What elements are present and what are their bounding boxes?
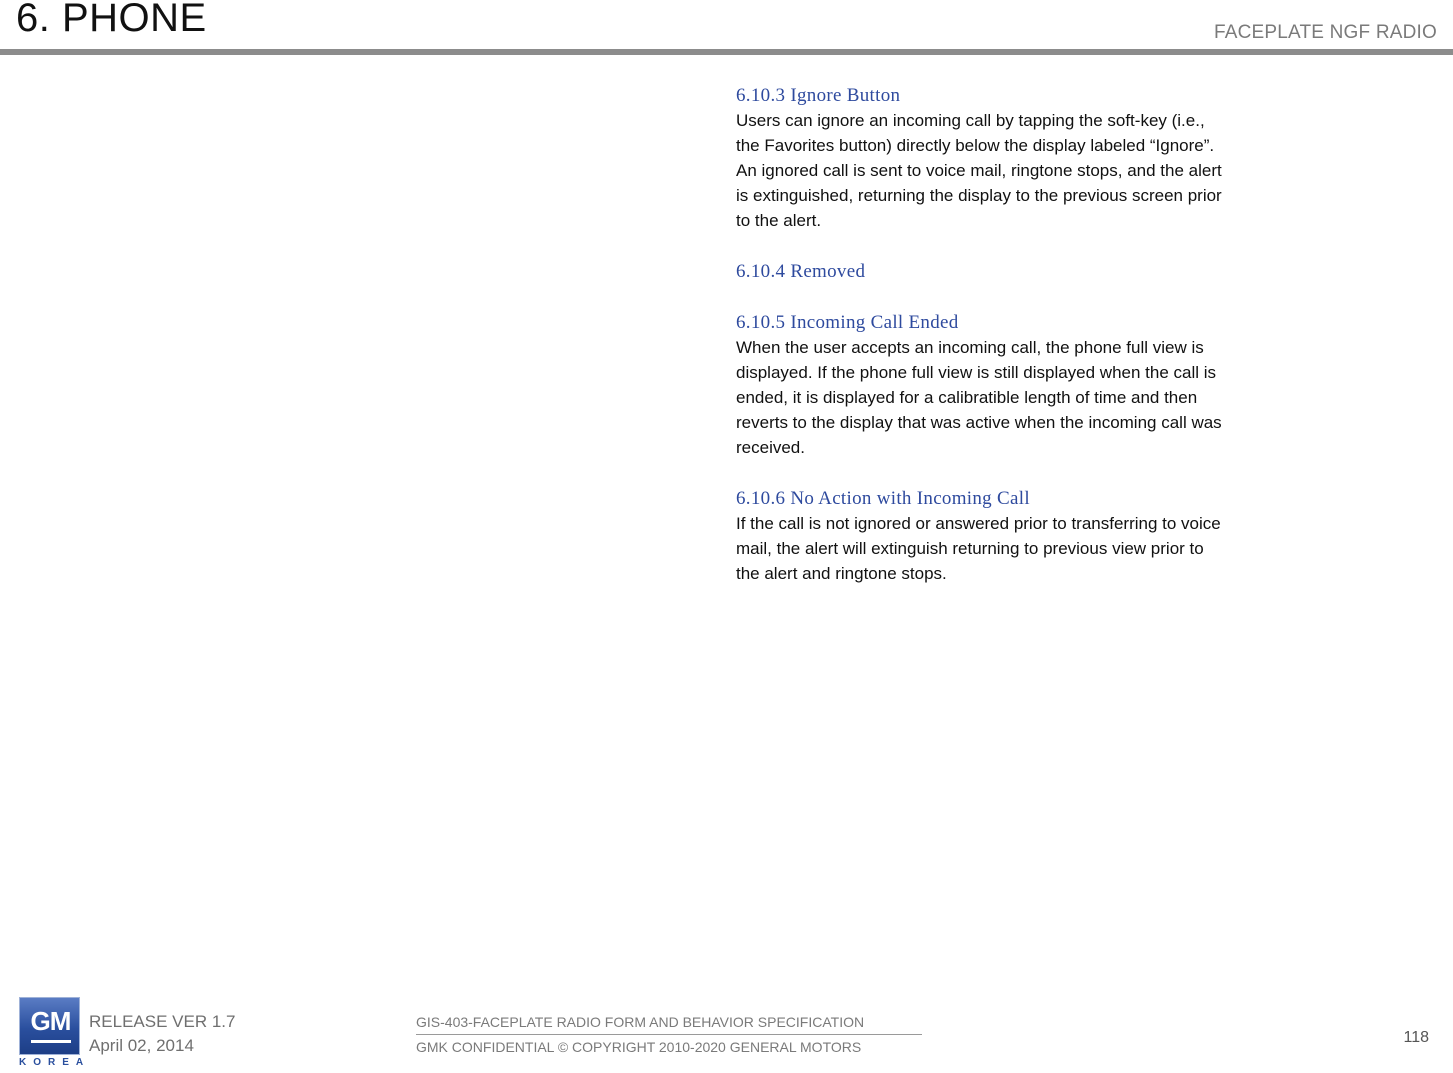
section-no-action-incoming-call (736, 487, 1236, 586)
page-title: 6. PHONE (16, 0, 207, 40)
page-number: 118 (1403, 1029, 1429, 1046)
release-info (89, 1010, 235, 1058)
section-heading: 6.10.6 No Action with Incoming Call (736, 488, 1030, 509)
logo-subtext: KOREA (19, 1057, 91, 1068)
confidential-notice: GMK CONFIDENTIAL © COPYRIGHT 2010-2020 GENERAL MOTORS (416, 1039, 862, 1055)
gm-korea-logo (19, 997, 91, 1073)
section-body: Users can ignore an incoming call by tapping the soft-key (i.e., the Favorites button) directly below the display labeled “Ignore”. An ignored call is sent to voice mail, ringtone stops, and the alert is extinguished, returning the display to the previous screen prior to the alert. (736, 111, 1222, 230)
section-incoming-call-ended (736, 311, 1236, 460)
section-heading: 6.10.3 Ignore Button (736, 85, 901, 106)
spec-title: GIS-403-FACEPLATE RADIO FORM AND BEHAVIOR SPECIFICATION (416, 1013, 922, 1035)
section-heading: 6.10.4 Removed (736, 261, 866, 282)
footer-spec (416, 1013, 922, 1057)
main-content (736, 84, 1236, 613)
document-label: FACEPLATE NGF RADIO (1213, 22, 1437, 43)
section-removed (736, 260, 1236, 284)
section-heading: 6.10.5 Incoming Call Ended (736, 312, 959, 333)
release-version: RELEASE VER 1.7 (89, 1012, 236, 1031)
section-body: If the call is not ignored or answered prior to transferring to voice mail, the alert will extinguish returning to previous view prior to the alert and ringtone stops. (736, 514, 1221, 583)
section-body: When the user accepts an incoming call, the phone full view is displayed. If the phone full view is still displayed when the call is ended, it is displayed for a calibratible length of time and then reverts to the display that was active when the incoming call was received. (736, 338, 1222, 457)
gm-logo-icon (19, 997, 80, 1055)
logo-underline (31, 1040, 71, 1043)
logo-text: GM (30, 1006, 71, 1036)
release-date: April 02, 2014 (89, 1036, 194, 1055)
header-divider (0, 49, 1453, 55)
section-ignore-button (736, 84, 1236, 233)
